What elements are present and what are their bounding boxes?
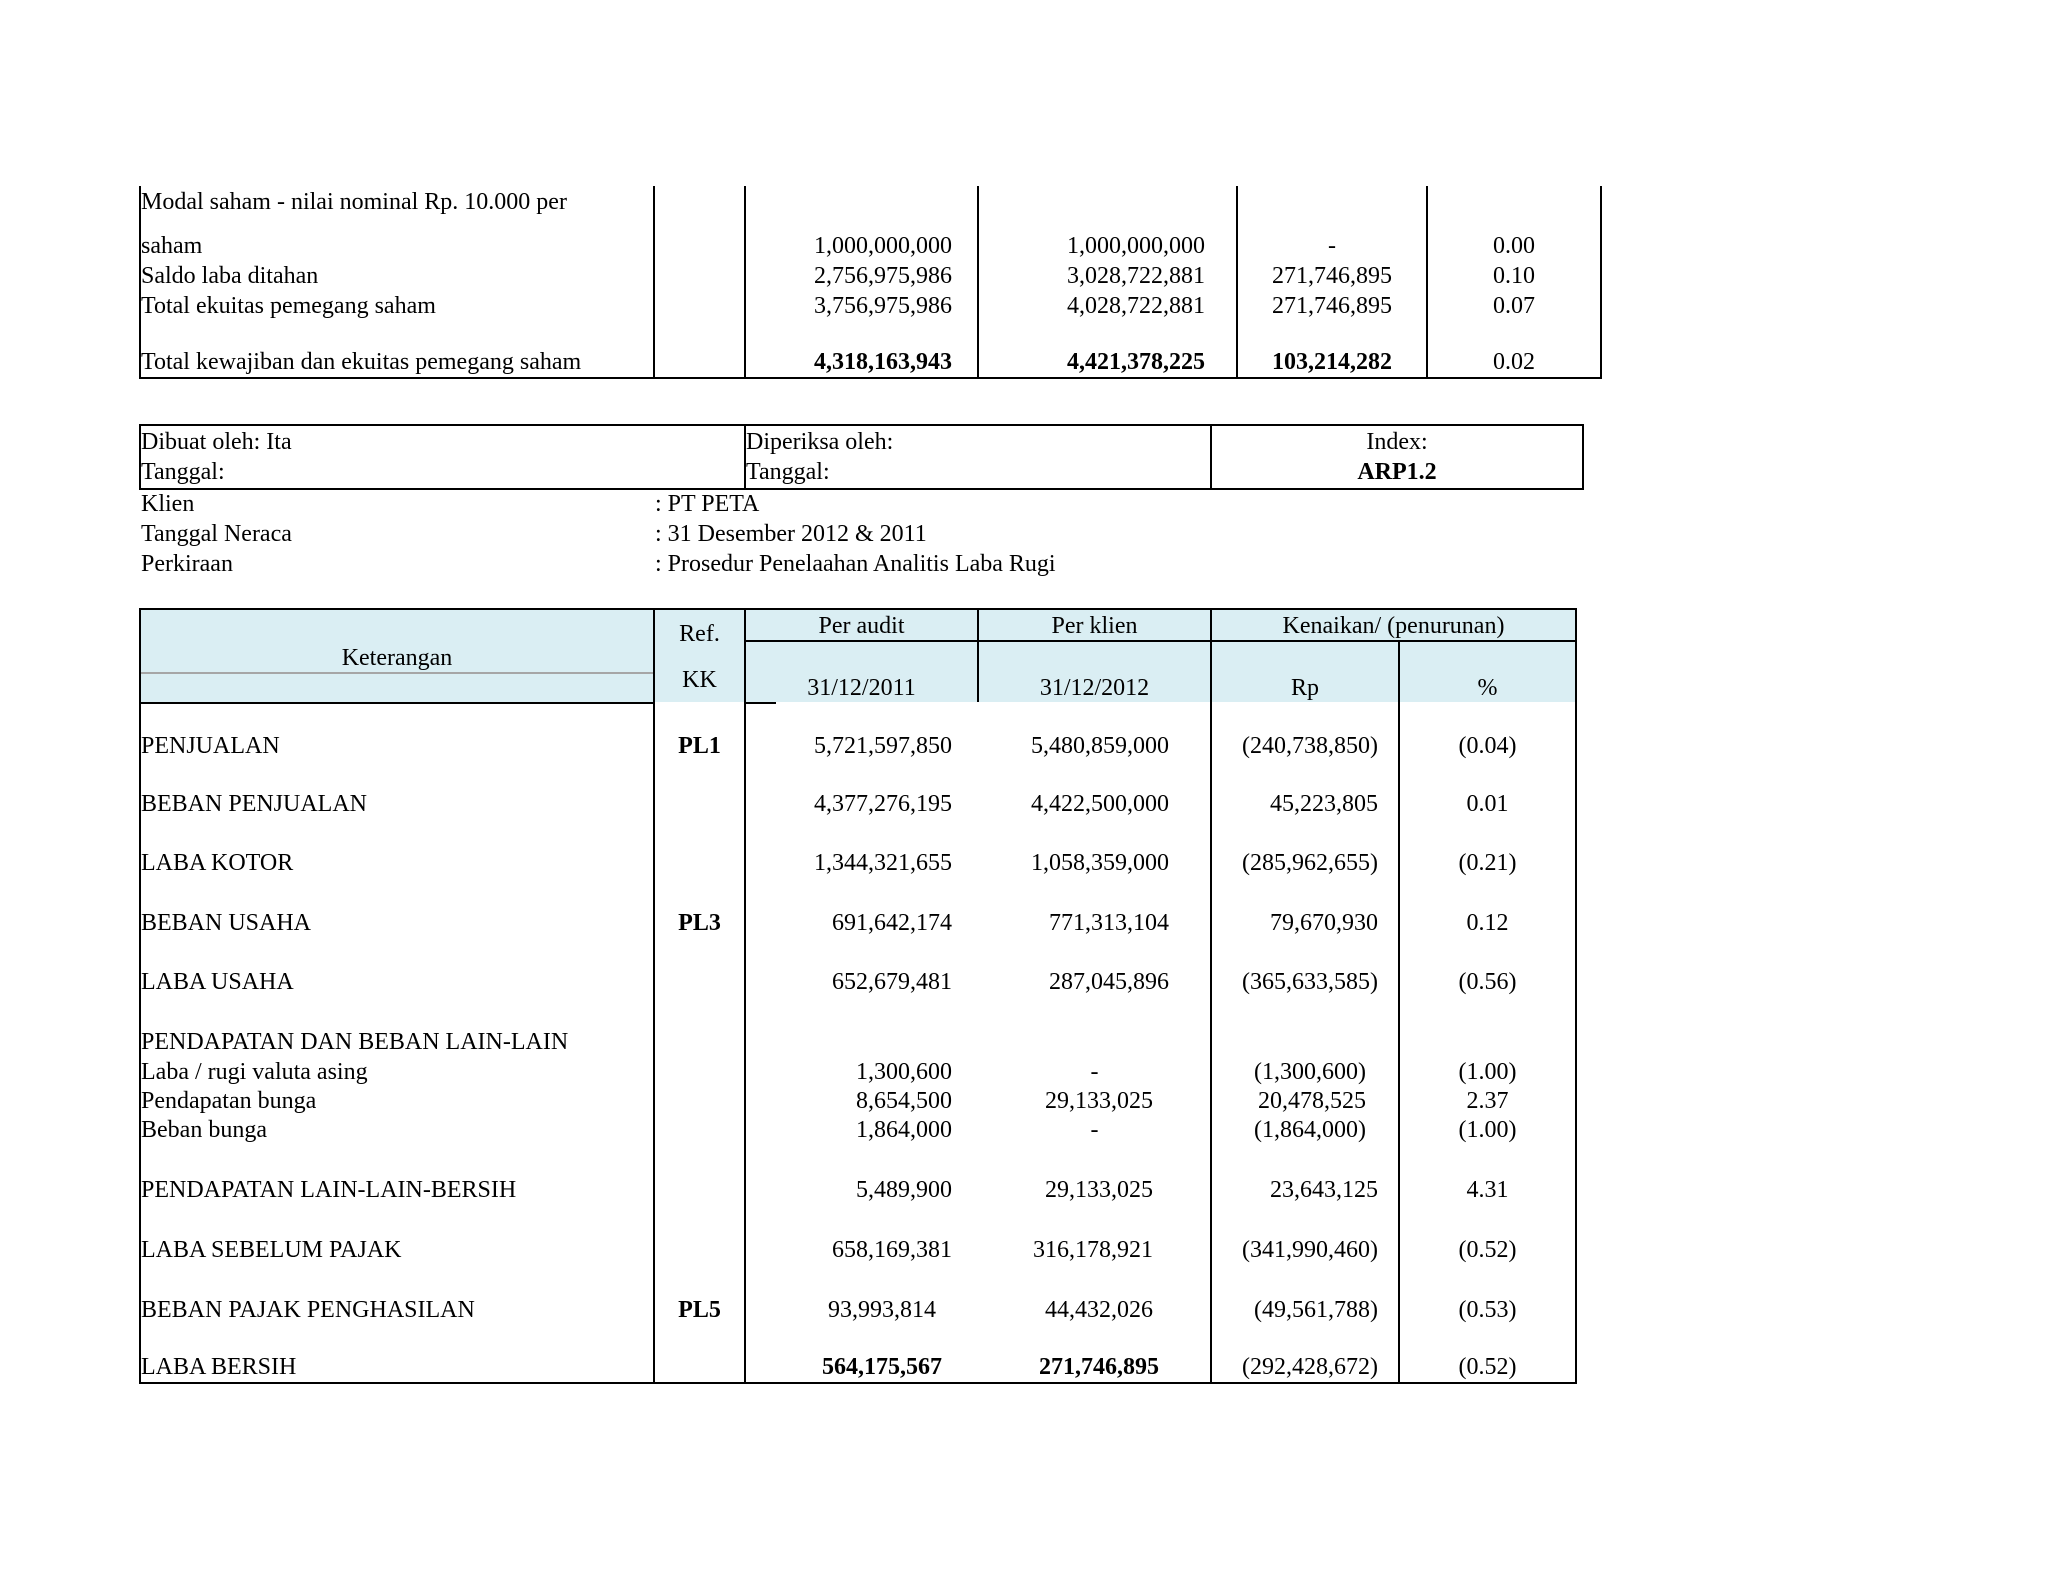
row-klien: 29,133,025 [1045, 1177, 1153, 1203]
table-border [744, 608, 746, 1384]
row-audit: 652,679,481 [832, 969, 952, 995]
made-by: Dibuat oleh: Ita [141, 429, 292, 455]
row-audit: 8,654,500 [856, 1088, 952, 1114]
row-rp: 20,478,525 [1258, 1088, 1366, 1114]
row-pct: (0.52) [1458, 1237, 1517, 1263]
header-ref: Ref. [679, 621, 720, 647]
row-label: Pendapatan bunga [141, 1088, 317, 1114]
row-klien: - [1090, 1059, 1099, 1085]
row-klien: 316,178,921 [1033, 1237, 1153, 1263]
equity-value: 0.07 [1493, 293, 1535, 319]
meta-value: : 31 Desember 2012 & 2011 [655, 521, 927, 547]
row-audit: 564,175,567 [822, 1354, 942, 1380]
checked-date: Tanggal: [746, 459, 830, 485]
header-divider [141, 672, 653, 674]
equity-value: 2,756,975,986 [814, 263, 952, 289]
equity-value: 1,000,000,000 [814, 233, 952, 259]
row-pct: 0.12 [1466, 910, 1509, 936]
row-ref: PL5 [678, 1297, 721, 1323]
row-rp: (49,561,788) [1254, 1297, 1378, 1323]
row-pct: 4.31 [1466, 1177, 1509, 1203]
row-label: BEBAN PENJUALAN [141, 791, 368, 817]
header-date-audit: 31/12/2011 [807, 675, 916, 701]
equity-value: 3,028,722,881 [1067, 263, 1205, 289]
row-klien: 1,058,359,000 [1031, 850, 1169, 876]
row-label: BEBAN USAHA [141, 910, 312, 936]
row-label: Beban bunga [141, 1117, 267, 1143]
equity-total-value: 4,421,378,225 [1067, 349, 1205, 375]
equity-value: 1,000,000,000 [1067, 233, 1205, 259]
equity-total-value: 4,318,163,943 [814, 349, 952, 375]
row-pct: 0.01 [1466, 791, 1509, 817]
index-value: ARP1.2 [1357, 459, 1437, 485]
row-klien: 287,045,896 [1049, 969, 1169, 995]
equity-label: Total ekuitas pemegang saham [141, 293, 436, 319]
row-audit: 93,993,814 [828, 1297, 936, 1323]
header-keterangan: Keterangan [341, 645, 453, 671]
row-label: LABA BERSIH [141, 1354, 297, 1380]
equity-total-value: 0.02 [1493, 349, 1535, 375]
row-pct: (1.00) [1458, 1117, 1517, 1143]
row-pct: (0.04) [1458, 733, 1517, 759]
row-label: Laba / rugi valuta asing [141, 1059, 368, 1085]
equity-value: 0.10 [1493, 263, 1535, 289]
row-audit: 691,642,174 [832, 910, 952, 936]
row-audit: 1,864,000 [856, 1117, 952, 1143]
equity-value: 3,756,975,986 [814, 293, 952, 319]
row-rp: 45,223,805 [1270, 791, 1378, 817]
row-audit: 1,344,321,655 [814, 850, 952, 876]
meta-key: Klien [141, 491, 195, 517]
row-label: PENJUALAN [141, 733, 280, 759]
table-border [744, 640, 1577, 642]
row-klien: 271,746,895 [1039, 1354, 1159, 1380]
header-kenaikan: Kenaikan/ (penurunan) [1282, 613, 1505, 639]
row-audit: 658,169,381 [832, 1237, 952, 1263]
meta-value: : Prosedur Penelaahan Analitis Laba Rugi [655, 551, 1056, 577]
header-per-klien: Per klien [1051, 613, 1138, 639]
meta-key: Perkiraan [141, 551, 233, 577]
row-rp: (341,990,460) [1242, 1237, 1378, 1263]
row-label: LABA USAHA [141, 969, 294, 995]
equity-total-label: Total kewajiban dan ekuitas pemegang saham [141, 349, 582, 375]
row-label: BEBAN PAJAK PENGHASILAN [141, 1297, 475, 1323]
row-klien: 5,480,859,000 [1031, 733, 1169, 759]
row-pct: 2.37 [1466, 1088, 1509, 1114]
header-pct: % [1477, 675, 1498, 701]
equity-border [139, 377, 1602, 379]
header-date-klien: 31/12/2012 [1039, 675, 1150, 701]
row-klien: 44,432,026 [1045, 1297, 1153, 1323]
row-pct: (0.53) [1458, 1297, 1517, 1323]
equity-value: 0.00 [1493, 233, 1535, 259]
row-pct: (0.56) [1458, 969, 1517, 995]
table-border [139, 702, 655, 704]
checked-by: Diperiksa oleh: [746, 429, 894, 455]
row-label: LABA SEBELUM PAJAK [141, 1237, 402, 1263]
equity-value: - [1328, 233, 1336, 259]
equity-border [1600, 186, 1602, 379]
table-border [653, 608, 655, 1384]
row-rp: (240,738,850) [1242, 733, 1378, 759]
equity-value: 271,746,895 [1272, 263, 1392, 289]
table-border [139, 608, 141, 1384]
row-pct: (1.00) [1458, 1059, 1517, 1085]
row-pct: (0.52) [1458, 1354, 1517, 1380]
equity-label: saham [141, 233, 203, 259]
row-klien: - [1090, 1117, 1099, 1143]
row-ref: PL1 [678, 733, 721, 759]
meta-value: : PT PETA [655, 491, 760, 517]
index-label: Index: [1366, 429, 1428, 455]
header-per-audit: Per audit [818, 613, 905, 639]
row-label: LABA KOTOR [141, 850, 294, 876]
equity-border [653, 186, 655, 379]
table-border [744, 702, 776, 704]
row-ref: PL3 [678, 910, 721, 936]
equity-label: Saldo laba ditahan [141, 263, 319, 289]
row-label: PENDAPATAN LAIN-LAIN-BERSIH [141, 1177, 517, 1203]
table-border [139, 1382, 1577, 1384]
table-border [1210, 608, 1212, 1384]
table-border [1575, 608, 1577, 1384]
row-label: PENDAPATAN DAN BEBAN LAIN-LAIN [141, 1029, 569, 1055]
equity-value: 4,028,722,881 [1067, 293, 1205, 319]
row-rp: (1,300,600) [1254, 1059, 1366, 1085]
row-rp: (285,962,655) [1242, 850, 1378, 876]
equity-value: 271,746,895 [1272, 293, 1392, 319]
row-audit: 1,300,600 [856, 1059, 952, 1085]
made-date: Tanggal: [141, 459, 225, 485]
row-rp: 79,670,930 [1270, 910, 1378, 936]
row-audit: 4,377,276,195 [814, 791, 952, 817]
row-rp: 23,643,125 [1270, 1177, 1378, 1203]
row-audit: 5,489,900 [856, 1177, 952, 1203]
equity-total-value: 103,214,282 [1272, 349, 1392, 375]
row-klien: 4,422,500,000 [1031, 791, 1169, 817]
row-rp: (292,428,672) [1242, 1354, 1378, 1380]
header-rp: Rp [1290, 675, 1319, 701]
header-kk: KK [682, 667, 717, 693]
row-pct: (0.21) [1458, 850, 1517, 876]
row-rp: (1,864,000) [1254, 1117, 1366, 1143]
row-rp: (365,633,585) [1242, 969, 1378, 995]
row-klien: 771,313,104 [1049, 910, 1169, 936]
table-border [139, 608, 1577, 610]
row-klien: 29,133,025 [1045, 1088, 1153, 1114]
row-audit: 5,721,597,850 [814, 733, 952, 759]
equity-label: Modal saham - nilai nominal Rp. 10.000 per [141, 189, 567, 215]
meta-key: Tanggal Neraca [141, 521, 292, 547]
